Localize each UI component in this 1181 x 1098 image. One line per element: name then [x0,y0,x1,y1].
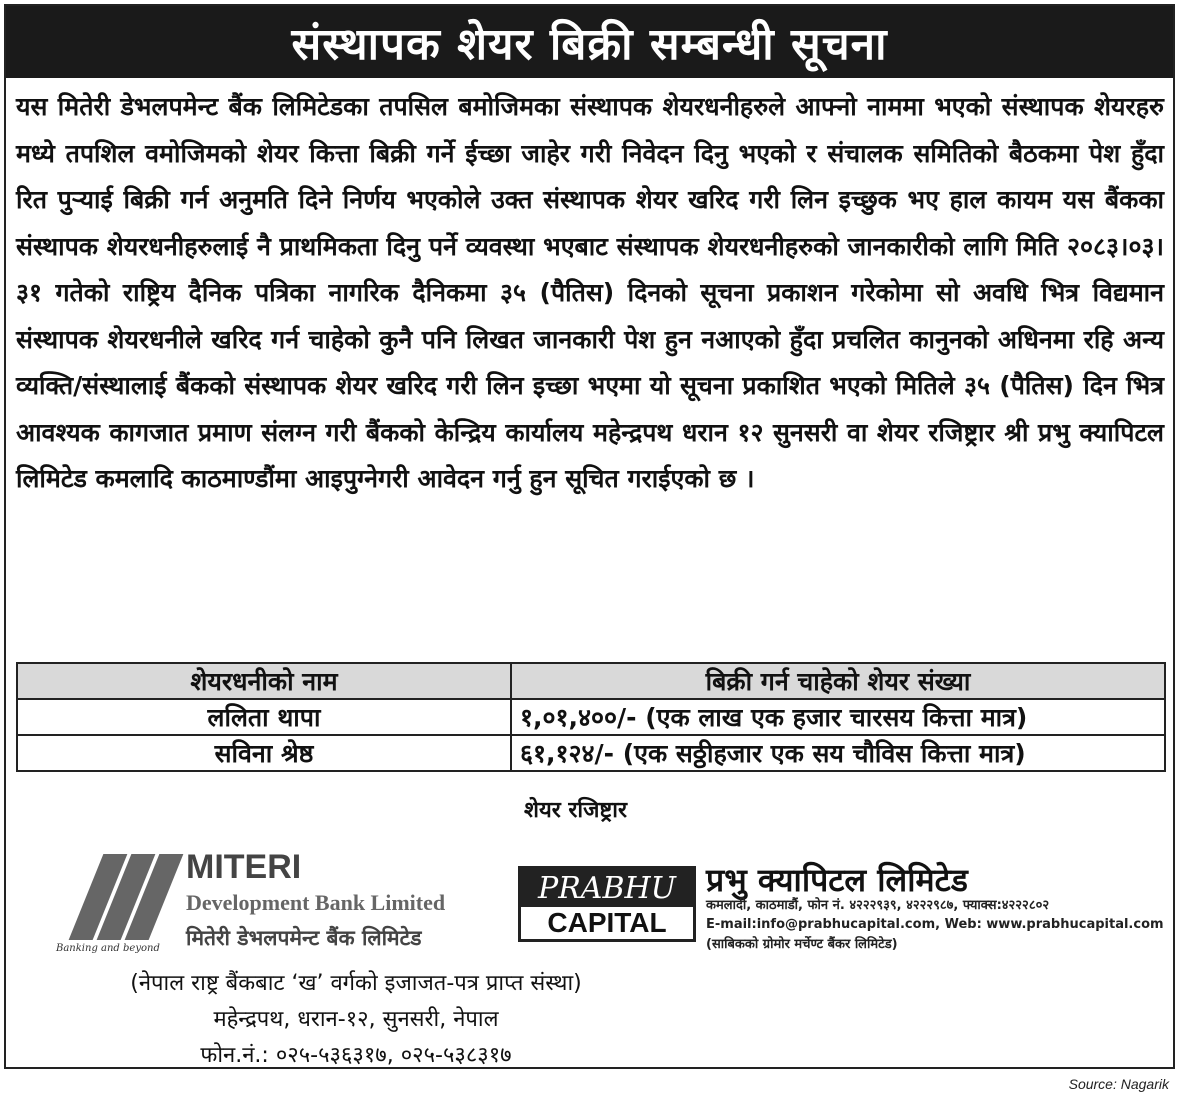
shareholder-name: सविना श्रेष्ठ [17,735,511,771]
registrar-label: शेयर रजिष्ट्रार [524,798,627,823]
share-quantity: ६१,१२४/- (एक सठ्ठीहजार एक सय चौविस कित्ता मात्र) [511,735,1165,771]
miteri-logo [56,844,176,954]
prabhu-name: प्रभु क्यापिटल लिमिटेड [706,861,968,899]
prabhu-contact-line: कमलादी, काठमाडौं, फोन नं. ४२२२९३९, ४२२२९८७, फ्याक्स:४२२२८०२ [706,898,1050,913]
miteri-phone: फोन.नं.: ०२५-५३६३१७, ०२५-५३८३१७ [200,1043,512,1068]
share-table [16,662,1166,772]
prabhu-contact [706,896,1049,915]
table-row [17,735,1165,771]
miteri-address-block [6,966,706,1074]
share-quantity: १,०१,४००/- (एक लाख एक हजार चारसय कित्ता मात्र) [511,699,1165,735]
miteri-subtitle: Development Bank Limited [186,890,446,915]
table-row [17,699,1165,735]
shareholder-name: ललिता थापा [17,699,511,735]
miteri-name-nepali: मितेरी डेभलपमेन्ट बैंक लिमिटेड [186,926,422,950]
prabhu-logo [518,866,696,942]
source-credit: Source: Nagarik [1068,1076,1169,1092]
prabhu-logo-bottom: CAPITAL [547,907,667,938]
miteri-logo-icon [66,854,166,934]
prabhu-email-web: E-mail:info@prabhucapital.com, Web: www.prabhucapital.com [706,917,1164,932]
prabhu-formerly: (साबिकको ग्रोमोर मर्चेण्ट बैंकर लिमिटेड) [706,937,898,952]
miteri-tagline: Banking and beyond [56,943,160,954]
header-share-quantity: बिक्री गर्न चाहेको शेयर संख्या [511,663,1165,699]
prabhu-logo-top: PRABHU [521,869,693,907]
header-shareholder-name: शेयरधनीको नाम [17,663,511,699]
notice-body: यस मितेरी डेभलपमेन्ट बैंक लिमिटेडका तपसिल बमोजिमका संस्थापक शेयरधनीहरुले आफ्नो नाममा भएको संस्थापक शेयरहरु मध्ये तपशिल वमोजिमको शेयर कित्ता बिक्री गर्ने ईच्छा जाहेर गरी निवेदन दिनु भएको र संचालक समितिको बैठकमा पेश हुँदा रित पुऱ्याई बिक्री गर्न अनुमति दिने निर्णय भएकोले उक्त संस्थापक शेयर खरिद गरी लिन इच्छुक भए हाल कायम यस बैंकका संस्थापक शेयरधनीहरुलाई नै प्राथमिकता दिनु पर्ने व्यवस्था भएबाट संस्थापक शेयरधनीहरुको जानकारीको लागि मिति २०८३।०३।३१ गतेको राष्ट्रिय दैनिक पत्रिका नागरिक दैनिकमा ३५ (पैतिस) दिनको सूचना प्रकाशन गरेकोमा सो अवधि भित्र विद्यमान संस्थापक शेयरधनीले खरिद गर्न चाहेको कुनै पनि लिखत जानकारी पेश हुन नआएको हुँदा प्रचलित कानुनको अधिनमा रहि अन्य व्यक्ति/संस्थालाई बैंकको संस्थापक शेयर खरिद गरी लिन इच्छा भएमा यो सूचना प्रकाशित भएको मितिले ३५ (पैतिस) दिन भित्र आवश्यक कागजात प्रमाण संलग्न गरी बैंकको केन्द्रिय कार्यालय महेन्द्रपथ धरान १२ सुनसरी वा शेयर रजिष्ट्रार श्री प्रभु क्यापिटल लिमिटेड कमलादि काठमाण्डौंमा आइपुग्नेगरी आवेदन गर्नु हुन सूचित गराईएको छ । [16,92,1164,493]
miteri-name: MITERI [186,848,302,886]
miteri-address: महेन्द्रपथ, धरान-१२, सुनसरी, नेपाल [213,1007,499,1032]
notice-box [4,4,1175,1069]
notice-title: संस्थापक शेयर बिक्री सम्बन्धी सूचना [6,6,1173,78]
miteri-license: (नेपाल राष्ट्र बैंकबाट ‘ख’ वर्गको इजाजत-पत्र प्राप्त संस्था) [130,971,582,996]
table-header-row [17,663,1165,699]
